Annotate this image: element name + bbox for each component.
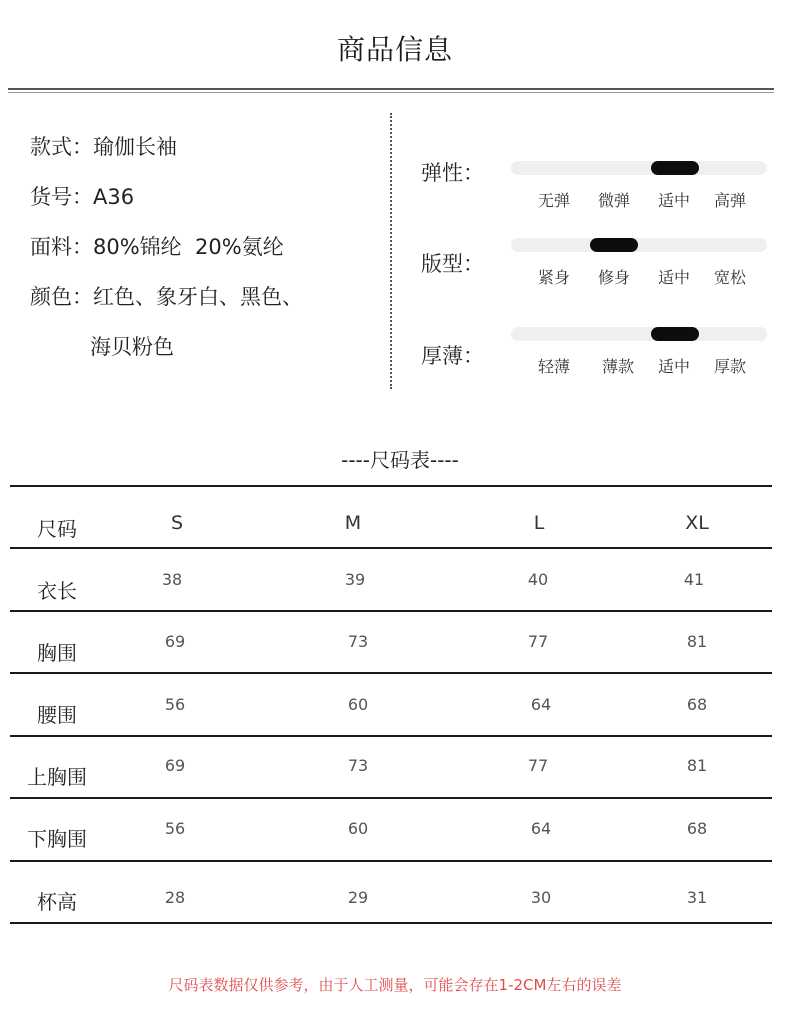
table-cell: 64 xyxy=(530,695,552,714)
table-cell: 68 xyxy=(686,819,708,838)
info-value: 海贝粉色 xyxy=(90,335,174,359)
info-value: 红色、象牙白、黑色、 xyxy=(93,285,303,309)
size-column-header: M xyxy=(344,512,362,534)
size-chart-heading: ----尺码表---- xyxy=(341,448,459,472)
attr-colon: ： xyxy=(463,344,484,368)
attr-label-text: 弹性 xyxy=(421,161,463,185)
table-cell: 41 xyxy=(683,570,705,589)
info-value: A36 xyxy=(93,185,135,209)
attr-label-thickness xyxy=(421,340,484,370)
table-rule xyxy=(10,672,772,674)
table-rule xyxy=(10,485,772,487)
table-cell: 69 xyxy=(164,632,186,651)
size-column-header: L xyxy=(533,512,545,534)
attr-colon: ： xyxy=(463,252,484,276)
table-rule xyxy=(10,547,772,549)
info-color-continued xyxy=(90,331,174,361)
elasticity-option: 无弹 xyxy=(537,191,570,210)
table-cell: 56 xyxy=(164,695,186,714)
table-row-label: 上胸围 xyxy=(27,765,87,789)
elasticity-option: 高弹 xyxy=(713,191,746,210)
table-cell: 30 xyxy=(530,888,552,907)
table-cell: 29 xyxy=(347,888,369,907)
table-cell: 77 xyxy=(527,756,549,775)
fit-option: 适中 xyxy=(657,268,690,287)
info-fabric xyxy=(30,231,284,261)
attr-label-text: 厚薄 xyxy=(421,344,463,368)
info-color xyxy=(30,281,303,311)
thickness-marker xyxy=(651,327,699,341)
fit-option: 宽松 xyxy=(713,268,746,287)
table-cell: 81 xyxy=(686,632,708,651)
info-label: 款式 xyxy=(30,135,72,159)
info-colon: ： xyxy=(72,285,93,309)
title-divider xyxy=(8,88,774,90)
info-value: 瑜伽长袖 xyxy=(93,135,177,159)
info-style xyxy=(30,131,177,161)
table-cell: 39 xyxy=(344,570,366,589)
attr-label-elasticity xyxy=(421,157,484,187)
table-row-label: 下胸围 xyxy=(27,827,87,851)
table-cell: 81 xyxy=(686,756,708,775)
info-label: 货号 xyxy=(30,185,72,209)
info-colon: ： xyxy=(72,135,93,159)
elasticity-scale xyxy=(511,161,767,175)
table-rule xyxy=(10,735,772,737)
info-label: 颜色 xyxy=(30,285,72,309)
attr-label-fit xyxy=(421,248,484,278)
table-cell: 69 xyxy=(164,756,186,775)
fit-scale xyxy=(511,238,767,252)
page-title: 商品信息 xyxy=(336,33,453,66)
table-row-label: 腰围 xyxy=(37,703,77,727)
title-divider-thin xyxy=(8,92,774,93)
thickness-scale xyxy=(511,327,767,341)
table-rule xyxy=(10,610,772,612)
thickness-option: 厚款 xyxy=(713,357,746,376)
table-rule xyxy=(10,797,772,799)
thickness-option: 薄款 xyxy=(601,357,634,376)
table-rule xyxy=(10,860,772,862)
fit-option: 修身 xyxy=(597,268,630,287)
section-divider xyxy=(390,113,392,389)
size-column-header: XL xyxy=(685,512,709,534)
info-label: 面料 xyxy=(30,235,72,259)
measurement-disclaimer: 尺码表数据仅供参考，由于人工测量，可能会存在1-2CM左右的误差 xyxy=(168,976,622,994)
table-rule xyxy=(10,922,772,924)
table-row-label: 衣长 xyxy=(37,579,77,603)
table-cell: 73 xyxy=(347,756,369,775)
elasticity-option: 微弹 xyxy=(597,191,630,210)
info-colon: ： xyxy=(72,235,93,259)
attr-label-text: 版型 xyxy=(421,252,463,276)
table-cell: 56 xyxy=(164,819,186,838)
table-cell: 64 xyxy=(530,819,552,838)
table-cell: 68 xyxy=(686,695,708,714)
info-colon: ： xyxy=(72,185,93,209)
table-cell: 77 xyxy=(527,632,549,651)
table-cell: 28 xyxy=(164,888,186,907)
size-column-header: S xyxy=(170,512,184,534)
elasticity-option: 适中 xyxy=(657,191,690,210)
table-cell: 31 xyxy=(686,888,708,907)
attr-colon: ： xyxy=(463,161,484,185)
table-row-label: 杯高 xyxy=(37,890,77,914)
fit-marker xyxy=(590,238,638,252)
elasticity-marker xyxy=(651,161,699,175)
info-item-number xyxy=(30,181,134,211)
info-value: 80%锦纶 20%氨纶 xyxy=(93,235,284,259)
table-header-label: 尺码 xyxy=(37,517,77,541)
table-cell: 38 xyxy=(161,570,183,589)
fit-option: 紧身 xyxy=(537,268,570,287)
thickness-option: 适中 xyxy=(657,357,690,376)
thickness-option: 轻薄 xyxy=(537,357,570,376)
table-cell: 60 xyxy=(347,819,369,838)
table-row-label: 胸围 xyxy=(37,641,77,665)
table-cell: 40 xyxy=(527,570,549,589)
table-cell: 73 xyxy=(347,632,369,651)
table-cell: 60 xyxy=(347,695,369,714)
